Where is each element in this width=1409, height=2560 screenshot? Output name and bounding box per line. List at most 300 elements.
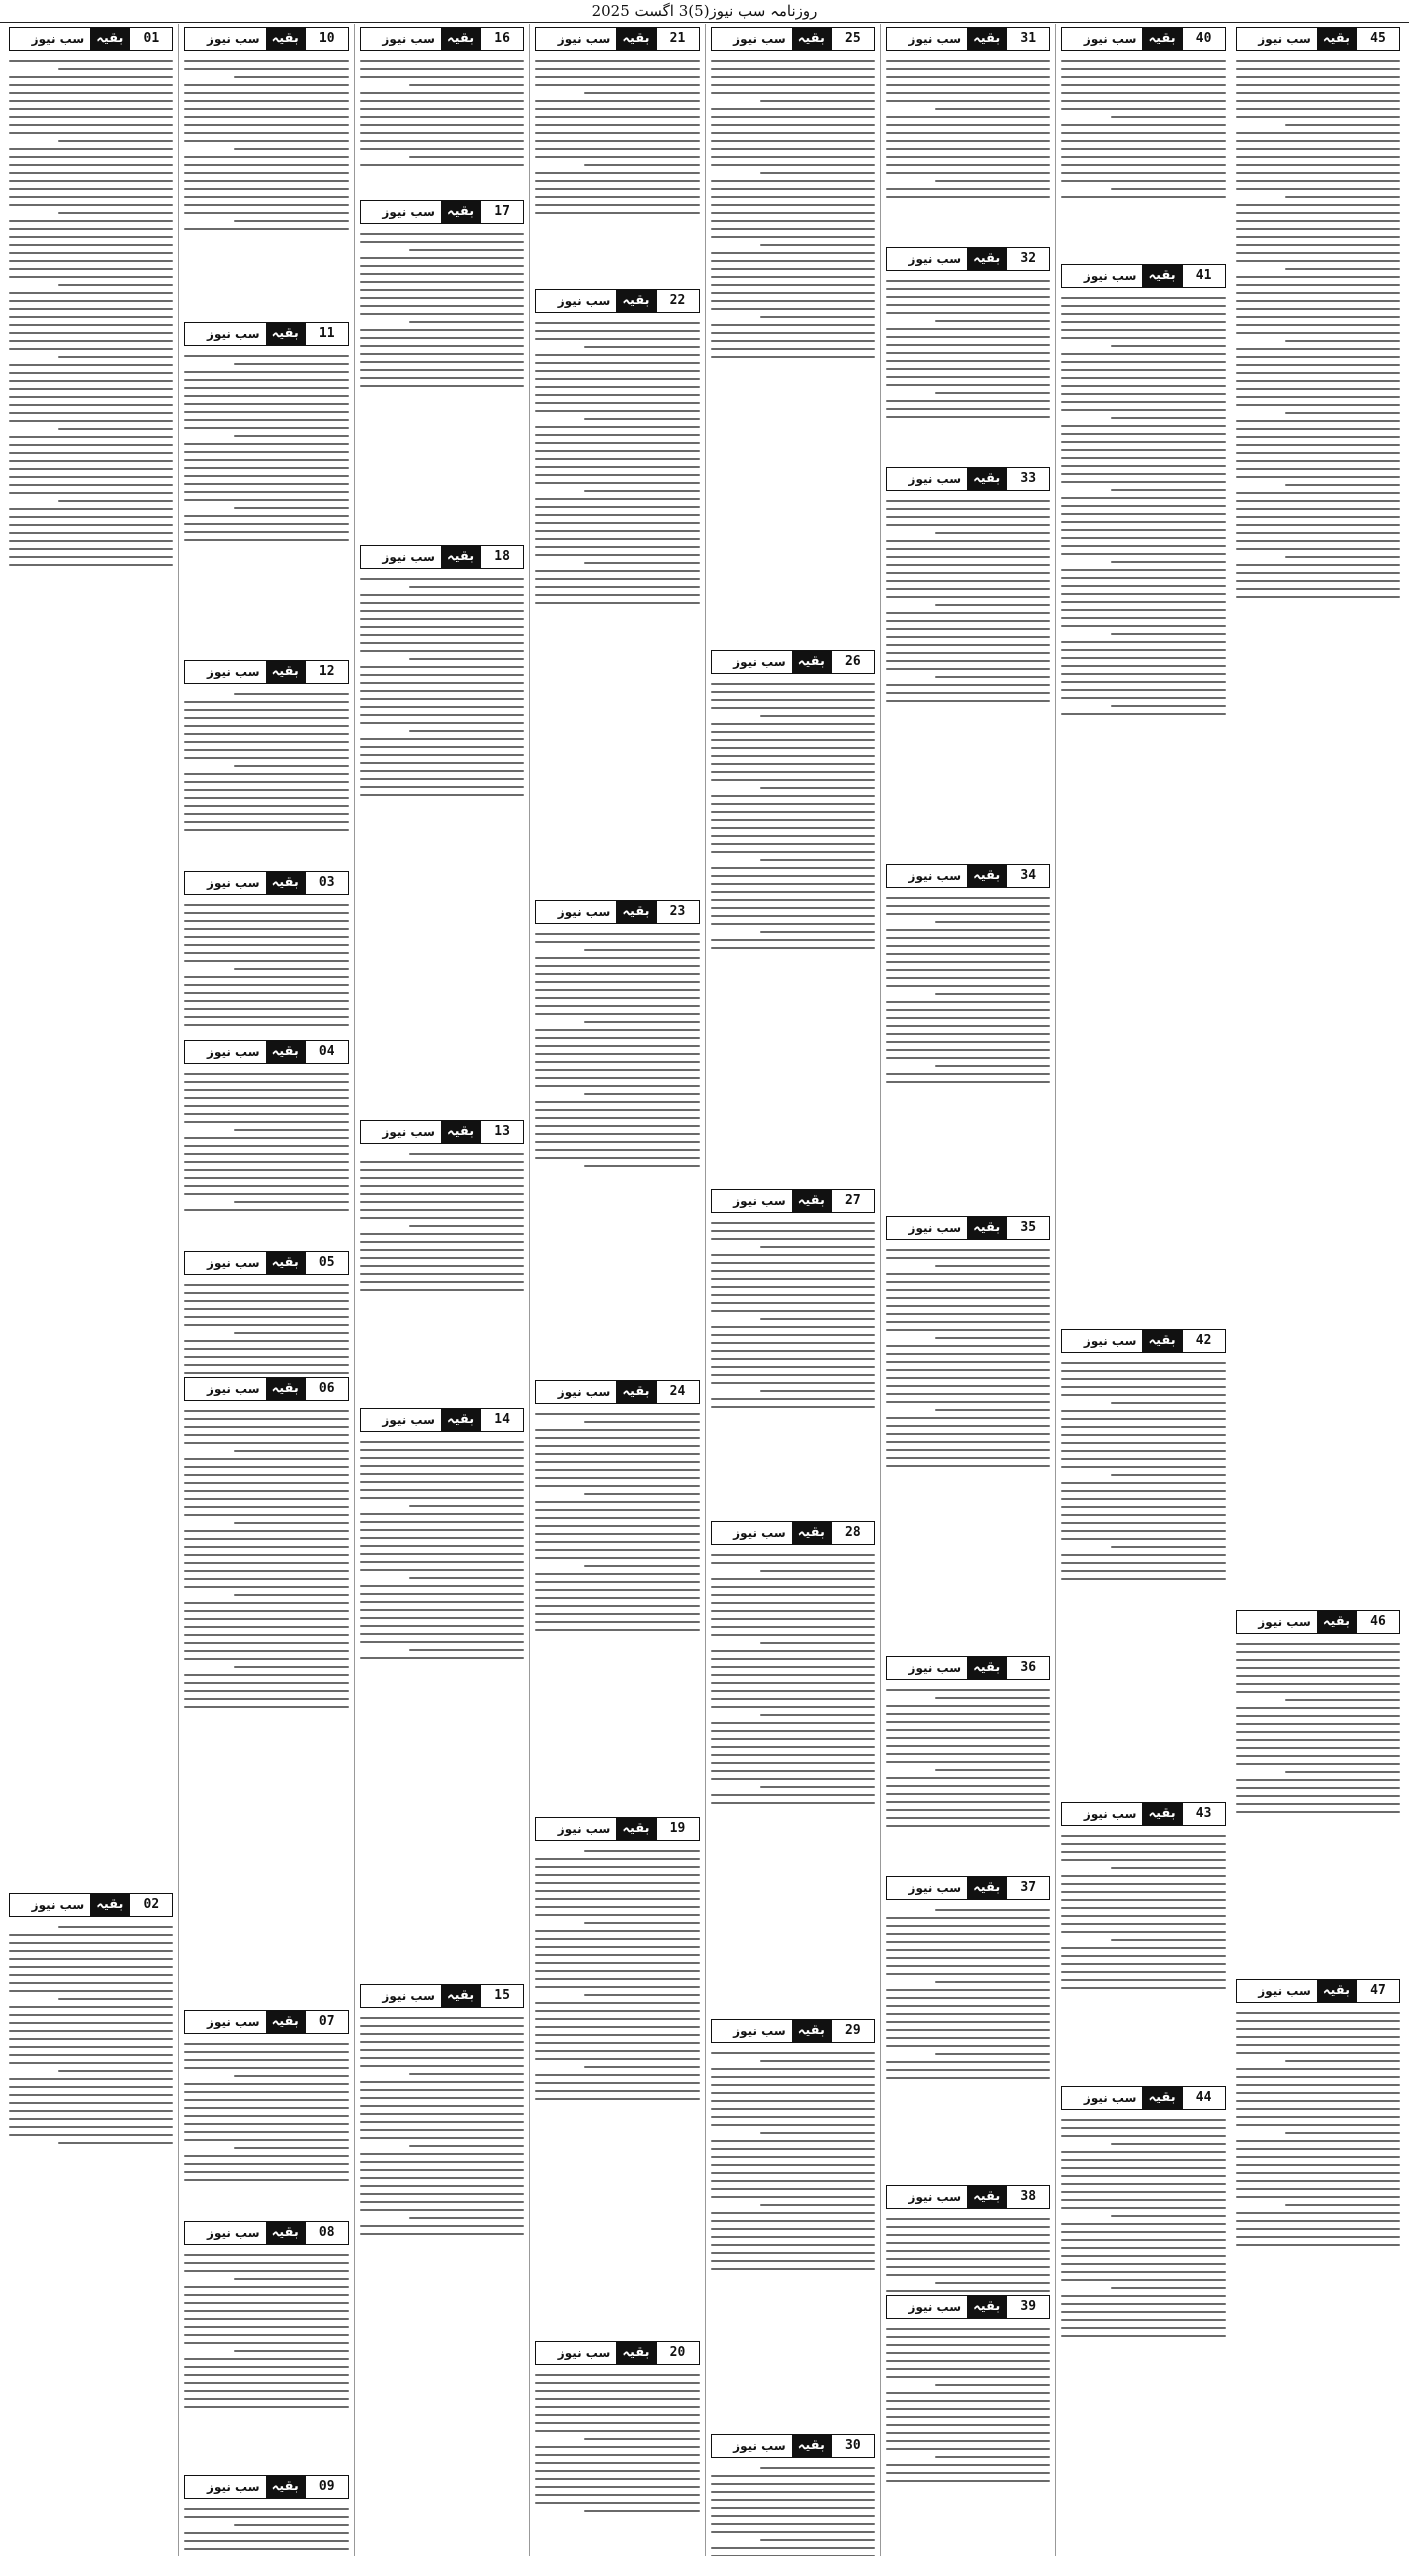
text-line: [9, 2014, 173, 2016]
text-line: [535, 570, 699, 572]
text-line: [935, 676, 1050, 678]
text-line: [9, 508, 173, 510]
text-line: [1061, 697, 1225, 699]
text-line: [1061, 665, 1225, 667]
continuation-block: [184, 2007, 348, 2218]
text-line: [711, 2196, 875, 2198]
text-line: [711, 2531, 875, 2533]
continuation-header: [535, 2341, 699, 2365]
text-line: [9, 2022, 173, 2024]
text-line: [184, 371, 348, 373]
text-line: [886, 1073, 1050, 1075]
text-line: [1236, 444, 1400, 446]
text-line: [1061, 713, 1225, 715]
text-line: [760, 2467, 875, 2469]
text-line: [535, 2390, 699, 2392]
text-line: [711, 116, 875, 118]
continuation-header: [1061, 1329, 1225, 1353]
text-line: [1061, 553, 1225, 555]
text-line: [184, 2294, 348, 2296]
text-line: [535, 997, 699, 999]
text-line: [535, 2034, 699, 2036]
text-line: [711, 2268, 875, 2270]
text-line: [535, 1149, 699, 1151]
text-line: [886, 540, 1050, 542]
text-line: [184, 2163, 348, 2165]
text-line: [9, 100, 173, 102]
text-line: [760, 2060, 875, 2062]
text-line: [1061, 60, 1225, 62]
text-line: [184, 100, 348, 102]
text-line: [9, 2006, 173, 2008]
text-line: [234, 2147, 349, 2149]
baqiya-label: بقیہ: [1142, 28, 1181, 50]
continuation-header: [886, 27, 1050, 51]
text-line: [360, 706, 524, 708]
text-line: [1061, 321, 1225, 323]
continuation-number: 30: [831, 2435, 874, 2457]
continuation-number: 01: [129, 28, 172, 50]
text-line: [535, 514, 699, 516]
text-line: [184, 1024, 348, 1026]
text-line: [886, 2266, 1050, 2268]
text-line: [360, 602, 524, 604]
text-line: [184, 403, 348, 405]
text-line: [1236, 300, 1400, 302]
text-line: [184, 419, 348, 421]
continuation-header: [184, 1040, 348, 1064]
continuation-block: [184, 1374, 348, 2007]
text-line: [535, 1085, 699, 1087]
text-line: [184, 92, 348, 94]
text-line: [1061, 1530, 1225, 1532]
text-line: [360, 361, 524, 363]
text-line: [886, 1933, 1050, 1935]
baqiya-label: بقیہ: [616, 901, 655, 923]
text-line: [886, 344, 1050, 346]
sub-news-label: سب نیوز: [382, 1988, 435, 2003]
news-column: [178, 24, 353, 2556]
text-line: [535, 442, 699, 444]
news-column: [4, 24, 178, 2556]
text-line: [1061, 1947, 1225, 1949]
text-line: [535, 2430, 699, 2432]
text-line: [9, 220, 173, 222]
text-line: [886, 2352, 1050, 2354]
text-line: [9, 516, 173, 518]
text-line: [9, 540, 173, 542]
text-line: [184, 2532, 348, 2534]
text-line: [1236, 388, 1400, 390]
text-line: [1061, 2223, 1225, 2225]
continuation-number: 28: [831, 1522, 874, 1544]
text-line: [1236, 2108, 1400, 2110]
continuation-number: 06: [305, 1378, 348, 1400]
text-line: [184, 387, 348, 389]
text-line: [535, 124, 699, 126]
continuation-header: [184, 2475, 348, 2499]
text-line: [234, 693, 349, 695]
continuation-text: [9, 1921, 173, 2556]
text-line: [360, 2121, 524, 2123]
text-line: [886, 368, 1050, 370]
text-line: [1236, 92, 1400, 94]
text-line: [1111, 116, 1226, 118]
text-line: [711, 2100, 875, 2102]
continuation-header: [1061, 27, 1225, 51]
baqiya-label: بقیہ: [1142, 1330, 1181, 1352]
sub-news-label: سب نیوز: [1258, 1614, 1311, 1629]
continuation-text: [360, 1436, 524, 1980]
text-line: [1236, 2116, 1400, 2118]
text-line: [886, 929, 1050, 931]
text-line: [886, 1997, 1050, 1999]
text-line: [1061, 1851, 1225, 1853]
text-line: [409, 2217, 524, 2219]
sub-news-label: سب نیوز: [207, 1255, 260, 1270]
text-line: [184, 976, 348, 978]
text-line: [1236, 2164, 1400, 2166]
text-line: [535, 1581, 699, 1583]
text-line: [1236, 348, 1400, 350]
text-line: [711, 1762, 875, 1764]
text-line: [184, 2374, 348, 2376]
text-line: [886, 1449, 1050, 1451]
continuation-text: [184, 899, 348, 1037]
text-line: [1111, 417, 1226, 419]
continuation-block: [184, 2472, 348, 2556]
text-line: [9, 164, 173, 166]
text-line: [535, 426, 699, 428]
text-line: [1061, 2327, 1225, 2329]
sub-news-label: سب نیوز: [207, 2226, 260, 2241]
text-line: [58, 2070, 173, 2072]
text-line: [184, 709, 348, 711]
text-line: [535, 338, 699, 340]
text-line: [711, 228, 875, 230]
text-line: [1236, 2196, 1400, 2198]
text-line: [184, 499, 348, 501]
text-line: [234, 2278, 349, 2280]
text-line: [886, 1321, 1050, 1323]
baqiya-label: بقیہ: [792, 2435, 831, 2457]
text-line: [535, 2446, 699, 2448]
text-line: [535, 1429, 699, 1431]
sub-news-label: سب نیوز: [908, 1881, 962, 1896]
text-line: [184, 2067, 348, 2069]
text-line: [360, 578, 524, 580]
text-line: [9, 2046, 173, 2048]
continuation-header: [1236, 1610, 1400, 1634]
text-line: [711, 180, 875, 182]
text-line: [1061, 84, 1225, 86]
text-line: [184, 212, 348, 214]
text-line: [584, 490, 699, 492]
text-line: [1236, 460, 1400, 462]
text-line: [184, 1506, 348, 1508]
text-line: [184, 2155, 348, 2157]
text-line: [535, 498, 699, 500]
text-line: [760, 316, 875, 318]
text-line: [535, 2398, 699, 2400]
text-line: [886, 2250, 1050, 2252]
text-line: [1236, 332, 1400, 334]
text-line: [1236, 476, 1400, 478]
text-line: [886, 1777, 1050, 1779]
text-line: [184, 2382, 348, 2384]
text-line: [1236, 2068, 1400, 2070]
continuation-text: [184, 55, 348, 319]
text-line: [935, 2456, 1050, 2458]
text-line: [360, 626, 524, 628]
text-line: [184, 2318, 348, 2320]
text-line: [9, 108, 173, 110]
text-line: [184, 2310, 348, 2312]
text-line: [760, 1570, 875, 1572]
sub-news-label: سب نیوز: [733, 1194, 786, 1209]
text-line: [711, 875, 875, 877]
text-line: [9, 1982, 173, 1984]
text-line: [535, 1461, 699, 1463]
text-line: [9, 532, 173, 534]
text-line: [409, 321, 524, 323]
text-line: [360, 610, 524, 612]
text-line: [234, 148, 349, 150]
text-line: [1061, 1378, 1225, 1380]
text-line: [760, 1246, 875, 1248]
continuation-number: 24: [656, 1381, 699, 1403]
text-line: [760, 787, 875, 789]
text-line: [1236, 580, 1400, 582]
text-line: [184, 2508, 348, 2510]
text-line: [711, 755, 875, 757]
text-line: [360, 1241, 524, 1243]
text-line: [9, 2126, 173, 2128]
text-line: [535, 2486, 699, 2488]
baqiya-label: بقیہ: [441, 1409, 480, 1431]
text-line: [1236, 436, 1400, 438]
text-line: [184, 1538, 348, 1540]
text-line: [1236, 132, 1400, 134]
text-line: [886, 140, 1050, 142]
text-line: [9, 420, 173, 422]
text-line: [1061, 465, 1225, 467]
text-line: [1236, 204, 1400, 206]
text-line: [711, 723, 875, 725]
continuation-number: 47: [1356, 1980, 1399, 2002]
text-line: [9, 404, 173, 406]
text-line: [1061, 1578, 1225, 1580]
text-line: [535, 546, 699, 548]
text-line: [1236, 2044, 1400, 2046]
text-line: [711, 2244, 875, 2246]
text-line: [535, 2058, 699, 2060]
text-line: [886, 2242, 1050, 2244]
text-line: [711, 2220, 875, 2222]
text-line: [1061, 1931, 1225, 1933]
text-line: [1061, 2335, 1225, 2337]
text-line: [711, 843, 875, 845]
text-line: [886, 1737, 1050, 1739]
text-line: [1285, 556, 1400, 558]
continuation-block: [1061, 261, 1225, 1326]
text-line: [1061, 457, 1225, 459]
text-line: [760, 1714, 875, 1716]
text-line: [9, 1934, 173, 1936]
text-line: [360, 1593, 524, 1595]
text-line: [58, 68, 173, 70]
text-line: [711, 771, 875, 773]
continuation-text: [1061, 55, 1225, 261]
text-line: [234, 1332, 349, 1334]
continuation-header: [9, 27, 173, 51]
text-line: [9, 1942, 173, 1944]
text-line: [1111, 2287, 1226, 2289]
text-line: [535, 474, 699, 476]
text-line: [409, 1505, 524, 1507]
text-line: [886, 2005, 1050, 2007]
text-line: [184, 2179, 348, 2181]
text-line: [535, 140, 699, 142]
continuation-block: [711, 647, 875, 1187]
baqiya-label: بقیہ: [792, 1190, 831, 1212]
text-line: [1061, 1362, 1225, 1364]
continuation-text: [535, 1845, 699, 2338]
text-line: [535, 1954, 699, 1956]
text-line: [184, 531, 348, 533]
continuation-block: [535, 24, 699, 286]
continuation-number: 19: [656, 1818, 699, 1840]
text-line: [9, 148, 173, 150]
text-line: [1111, 2143, 1226, 2145]
continuation-header: [886, 2185, 1050, 2209]
text-line: [184, 773, 348, 775]
text-line: [184, 2334, 348, 2336]
text-line: [360, 1249, 524, 1251]
text-line: [711, 1230, 875, 1232]
text-line: [184, 1153, 348, 1155]
text-line: [1061, 2119, 1225, 2121]
text-line: [886, 1033, 1050, 1035]
text-line: [1061, 2127, 1225, 2129]
text-line: [1061, 305, 1225, 307]
text-line: [1061, 2247, 1225, 2249]
text-line: [1061, 1955, 1225, 1957]
text-line: [360, 1265, 524, 1267]
text-line: [711, 2068, 875, 2070]
sub-news-label: سب نیوز: [1083, 32, 1137, 46]
text-line: [1061, 1987, 1225, 1989]
text-line: [886, 360, 1050, 362]
text-line: [184, 2043, 348, 2045]
text-line: [1285, 124, 1400, 126]
text-line: [711, 356, 875, 358]
text-line: [1061, 1426, 1225, 1428]
text-line: [535, 116, 699, 118]
text-line: [1061, 329, 1225, 331]
baqiya-label: بقیہ: [441, 1121, 480, 1143]
text-line: [886, 1329, 1050, 1331]
sub-news-label: سب نیوز: [908, 2299, 962, 2314]
text-line: [360, 148, 524, 150]
text-line: [1061, 393, 1225, 395]
text-line: [886, 652, 1050, 654]
text-line: [1236, 404, 1400, 406]
text-line: [711, 1802, 875, 1804]
text-line: [711, 348, 875, 350]
text-line: [1111, 1546, 1226, 1548]
text-line: [184, 1642, 348, 1644]
continuation-block: [184, 868, 348, 1037]
text-line: [711, 1610, 875, 1612]
text-line: [184, 411, 348, 413]
baqiya-label: بقیہ: [967, 248, 1006, 270]
text-line: [886, 1401, 1050, 1403]
text-line: [535, 132, 699, 134]
continuation-block: [1236, 1976, 1400, 2556]
continuation-text: [886, 55, 1050, 244]
text-line: [886, 2258, 1050, 2260]
baqiya-label: بقیہ: [441, 28, 480, 50]
text-line: [1236, 228, 1400, 230]
text-line: [535, 1589, 699, 1591]
text-line: [886, 1289, 1050, 1291]
text-line: [9, 2094, 173, 2096]
text-line: [184, 1081, 348, 1083]
text-line: [1236, 140, 1400, 142]
text-line: [184, 1634, 348, 1636]
baqiya-label: بقیہ: [967, 2186, 1006, 2208]
text-line: [184, 1426, 348, 1428]
text-line: [886, 196, 1050, 198]
text-line: [184, 829, 348, 831]
continuation-header: [9, 1893, 173, 1917]
text-line: [1285, 2060, 1400, 2062]
text-line: [535, 1898, 699, 1900]
continuation-number: 41: [1182, 265, 1225, 287]
continuation-text: [535, 928, 699, 1377]
continuation-header: [535, 900, 699, 924]
text-line: [535, 1037, 699, 1039]
text-line: [1236, 164, 1400, 166]
text-line: [535, 2502, 699, 2504]
text-line: [711, 236, 875, 238]
text-line: [886, 1441, 1050, 1443]
text-line: [1061, 164, 1225, 166]
text-line: [184, 475, 348, 477]
text-line: [886, 1809, 1050, 1811]
text-line: [886, 1817, 1050, 1819]
text-line: [360, 1585, 524, 1587]
continuation-header: [711, 2019, 875, 2043]
text-line: [886, 1057, 1050, 1059]
text-line: [711, 2076, 875, 2078]
text-line: [886, 2336, 1050, 2338]
text-line: [886, 1025, 1050, 1027]
text-line: [360, 1185, 524, 1187]
text-line: [1061, 497, 1225, 499]
continuation-header: [184, 871, 348, 895]
text-line: [886, 596, 1050, 598]
text-line: [1061, 569, 1225, 571]
text-line: [1061, 521, 1225, 523]
text-line: [360, 1553, 524, 1555]
text-line: [184, 459, 348, 461]
text-line: [886, 548, 1050, 550]
news-column: [705, 24, 880, 2556]
text-line: [711, 2523, 875, 2525]
text-line: [184, 904, 348, 906]
